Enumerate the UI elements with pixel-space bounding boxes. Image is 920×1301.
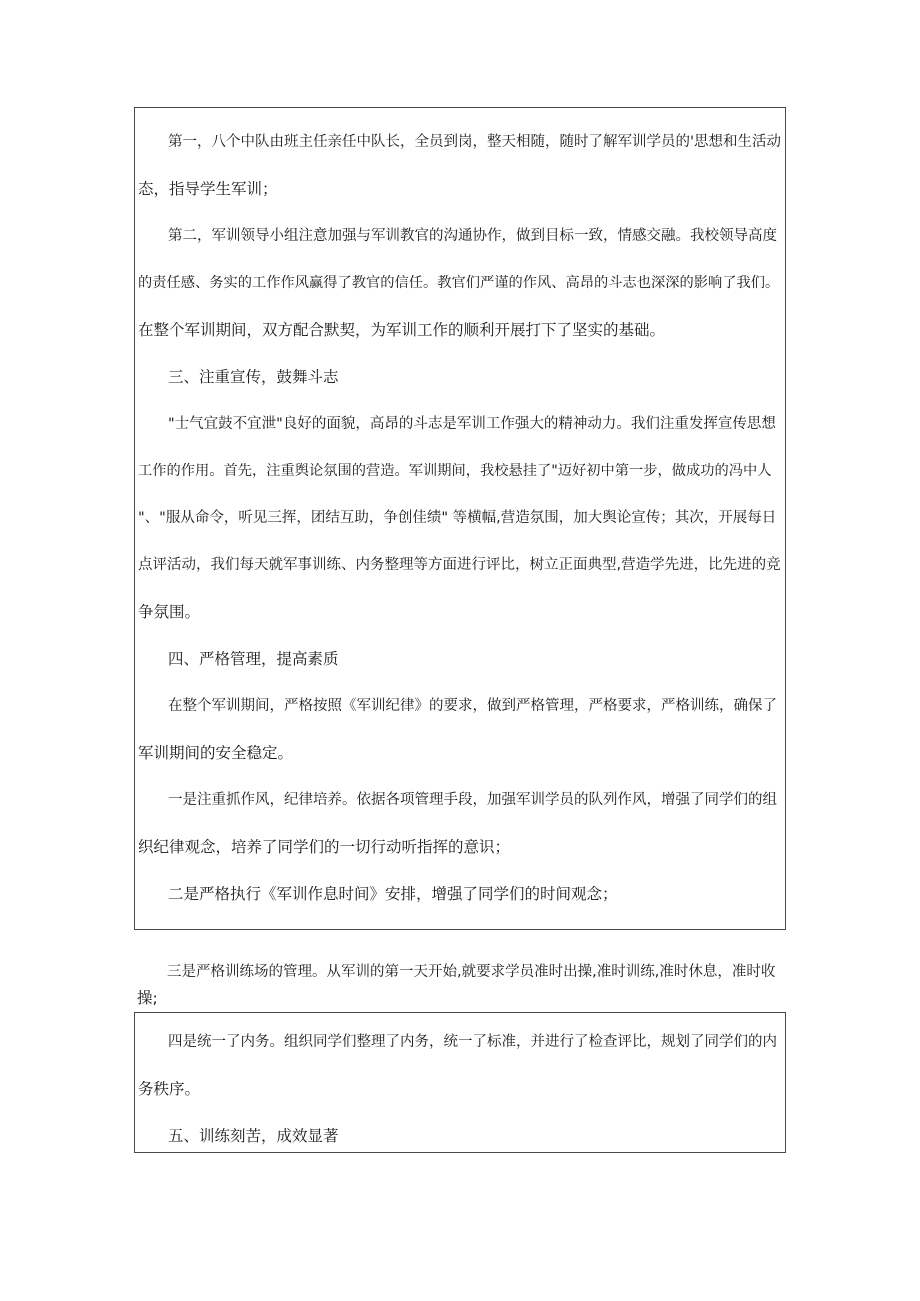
section-heading: 四、严格管理，提高素质 <box>168 650 339 668</box>
paragraph-line: 态，指导学生军训； <box>138 180 278 198</box>
paragraph-line: 第二，军训领导小组注意加强与军训教官的沟通协作，做到目标一致，情感交融。我校领导高度 <box>168 228 777 244</box>
paragraph-line: 二是严格执行《军训作息时间》安排，增强了同学们的时间观念； <box>168 885 618 903</box>
paragraph-line: 的责任感、务实的工作作风赢得了教官的信任。教官们严谨的作风、高昂的斗志也深深的影响了我们。 <box>138 275 780 291</box>
text-frame-top <box>134 107 786 930</box>
paragraph-line: 争氛围。 <box>138 603 201 621</box>
paragraph-line: 务秩序。 <box>138 1080 201 1098</box>
paragraph-line: 在整个军训期间，双方配合默契，为军训工作的顺利开展打下了坚实的基础。 <box>138 321 666 339</box>
paragraph-line: 军训期间的安全稳定。 <box>138 744 294 762</box>
paragraph-line: 在整个军训期间，严格按照《军训纪律》的要求，做到严格管理，严格要求，严格训练，确保了 <box>168 698 777 714</box>
paragraph-line: 织纪律观念，培养了同学们的一切行动听指挥的意识； <box>138 838 511 856</box>
paragraph-line: 点评活动，我们每天就军事训练、内务整理等方面进行评比，树立正面典型,营造学先进，比先进的竞 <box>138 557 781 573</box>
paragraph-line: 第一，八个中队由班主任亲任中队长，全员到岗，整天相随，随时了解军训学员的'思想和生活动 <box>168 134 781 150</box>
section-heading: 五、训练刻苦，成效显著 <box>168 1127 339 1145</box>
paragraph-line: "士气宜鼓不宜泄"良好的面貌，高昂的斗志是军训工作强大的精神动力。我们注重发挥宣传思想 <box>168 416 776 432</box>
paragraph-line: "、"服从命令，听见三挥，团结互助，争创佳绩" 等横幅,营造氛围，加大舆论宣传；其次，开展每日 <box>138 510 777 526</box>
paragraph-line-outside: 操; <box>137 989 158 1007</box>
paragraph-line: 一是注重抓作风，纪律培养。依据各项管理手段，加强军训学员的队列作风，增强了同学们的组 <box>168 792 777 808</box>
paragraph-line: 工作的作用。首先，注重舆论氛围的营造。军训期间，我校悬挂了"迈好初中第一步，做成功的冯中人 <box>138 463 772 479</box>
section-heading: 三、注重宣传，鼓舞斗志 <box>168 368 339 386</box>
paragraph-line-outside: 三是严格训练场的管理。从军训的第一天开始,就要求学员准时出操,准时训练,准时休息，准时收 <box>167 964 776 980</box>
paragraph-line: 四是统一了内务。组织同学们整理了内务，统一了标准，并进行了检查评比，规划了同学们的内 <box>168 1034 777 1050</box>
text-frame-bottom <box>134 1012 786 1153</box>
